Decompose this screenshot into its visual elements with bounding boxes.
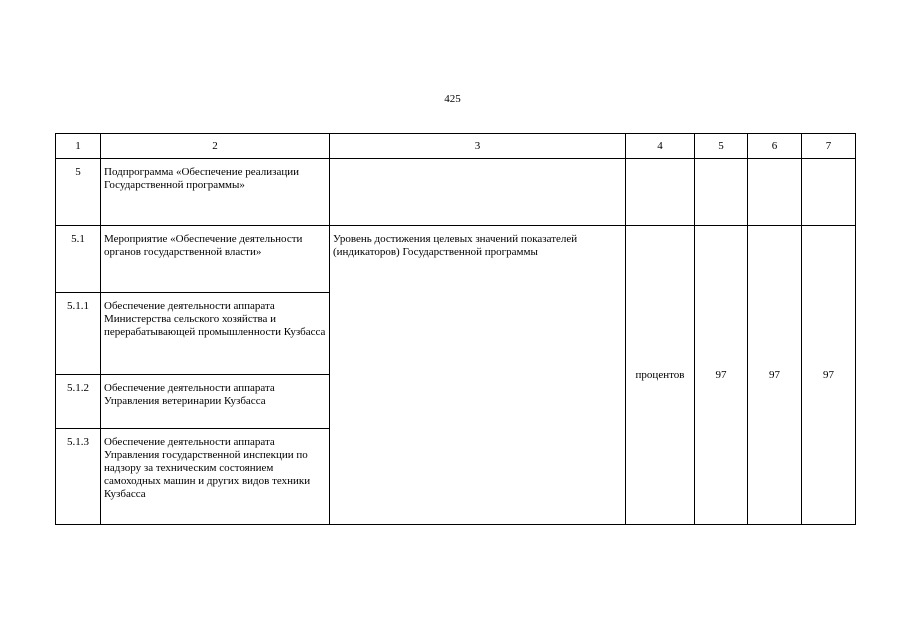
row-number: 5.1.2 — [56, 375, 101, 429]
column-header: 7 — [802, 134, 856, 159]
column-header: 5 — [695, 134, 748, 159]
row-title: Обеспечение деятельности аппарата Министерства сельского хозяйства и перерабатывающей промышленности Кузбасса — [101, 293, 330, 375]
column-header: 2 — [101, 134, 330, 159]
empty-cell — [748, 159, 802, 226]
empty-cell — [695, 159, 748, 226]
unit-cell: процентов — [626, 226, 695, 525]
column-header: 1 — [56, 134, 101, 159]
empty-cell — [626, 159, 695, 226]
value-cell-col7: 97 — [802, 226, 856, 525]
value-cell-col6: 97 — [748, 226, 802, 525]
page-number: 425 — [444, 93, 461, 105]
empty-cell — [330, 159, 626, 226]
table-row-subprogram — [56, 159, 856, 226]
table-row — [56, 226, 856, 293]
table-header-row — [56, 134, 856, 159]
column-header: 4 — [626, 134, 695, 159]
row-number: 5.1 — [56, 226, 101, 293]
column-header: 6 — [748, 134, 802, 159]
row-number: 5.1.3 — [56, 429, 101, 525]
row-title: Подпрограмма «Обеспечение реализации Государственной программы» — [101, 159, 330, 226]
row-title: Обеспечение деятельности аппарата Управления государственной инспекции по надзору за техническим состоянием самоходных машин и других видов техники Кузбасса — [101, 429, 330, 525]
empty-cell — [802, 159, 856, 226]
column-header: 3 — [330, 134, 626, 159]
row-number: 5.1.1 — [56, 293, 101, 375]
program-table — [55, 133, 856, 525]
row-title: Обеспечение деятельности аппарата Управления ветеринарии Кузбасса — [101, 375, 330, 429]
row-number: 5 — [56, 159, 101, 226]
value-cell-col5: 97 — [695, 226, 748, 525]
indicator-cell: Уровень достижения целевых значений показателей (индикаторов) Государственной программы — [330, 226, 626, 525]
row-title: Мероприятие «Обеспечение деятельности органов государственной власти» — [101, 226, 330, 293]
